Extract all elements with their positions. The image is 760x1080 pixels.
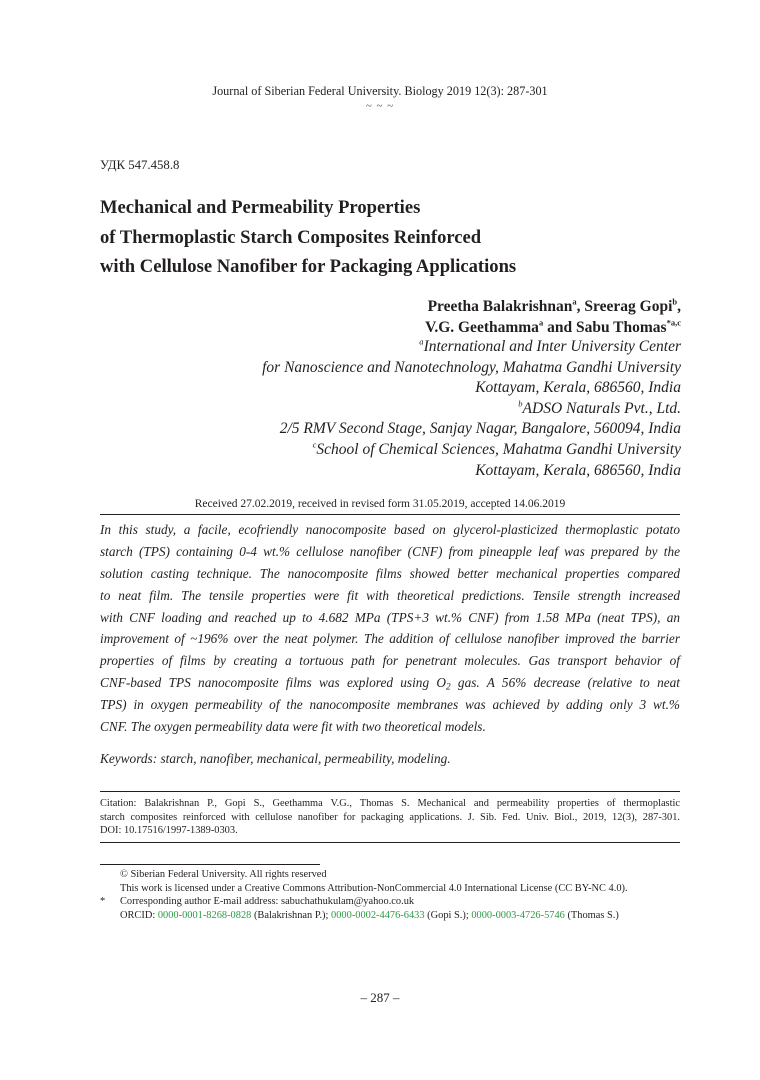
footnote-row [100,882,700,896]
affiliations [262,337,681,481]
affiliation-line [262,399,681,420]
author-name: V.G. Geethamma [425,319,539,336]
orcid-line [120,909,619,923]
author-separator: , [677,298,681,315]
affiliation-text: Kottayam, Kerala, 686560, India [475,461,681,479]
title-line: Mechanical and Permeability Properties [100,197,421,218]
orcid-owner: (Balakrishnan P.); [253,909,329,921]
affiliation-mark: a [419,336,424,347]
affiliation-text: Kottayam, Kerala, 686560, India [475,379,681,397]
author-affil-mark: a [538,317,544,328]
divider [100,514,680,515]
orcid-owner: (Gopi S.); [427,909,469,921]
author-name: Sabu Thomas [575,319,667,336]
abstract-line: properties of films by creating a tortuous path for penetrant molecules. Gas transport behavior of [100,653,680,669]
abstract-line: TPS) in oxygen permeability of the nanocomposite membranes was achieved by adding only 3 wt.% [100,697,680,713]
footnote-rule [100,864,320,865]
affiliation-line [262,358,681,379]
title-line: with Cellulose Nanofiber for Packaging Applications [100,256,517,277]
abstract-text: CNF-based TPS nanocomposite films was explored using O [100,675,446,691]
journal-header: Journal of Siberian Federal University. Biology 2019 12(3): 287-301 [212,84,548,98]
abstract-line: to neat film. The tensile properties were fit with theoretical predictions. Tensile strength increased [100,587,680,603]
author-line-2 [425,317,681,338]
divider [100,791,680,792]
abstract-line: CNF. The oxygen permeability data were fit with two theoretical models. [100,719,486,735]
affiliation-text: International and Inter University Center [423,338,681,355]
affiliation-line [262,440,681,461]
orcid-link[interactable]: 0000-0003-4726-5746 [471,909,565,921]
title-line: of Thermoplastic Starch Composites Reinforced [100,226,482,248]
header-ornament: ~ ~ ~ [365,100,395,112]
abstract-line: improvement of ~196% over the neat polymer. The addition of cellulose nanofiber improved the barrier [100,631,680,647]
author-name: Sreerag Gopi [584,298,673,315]
author-affil-mark: *a,c [666,317,681,328]
affiliation-line [262,419,681,440]
subscript: 2 [445,682,451,693]
divider [100,842,680,843]
author-list [425,296,681,338]
footnote-row [100,895,700,909]
author-line-1 [425,296,681,317]
abstract [100,519,680,738]
abstract-line [100,672,680,694]
abstract-line: with CNF loading and reached up to 4.682 MPa (TPS+3 wt.% CNF) from 1.58 MPa (neat TPS), an [100,609,680,625]
affiliation-mark: b [518,398,523,409]
orcid-label: ORCID: [120,909,156,921]
footnotes [100,868,700,922]
affiliation-line [262,461,681,482]
orcid-owner: (Thomas S.) [567,909,619,921]
paper-title [100,193,660,282]
abstract-text: gas. A 56% decrease (relative to neat [450,675,680,691]
page-number: – 287 – [360,990,400,1005]
affiliation-text: ADSO Naturals Pvt., Ltd. [522,399,681,417]
udc-code: УДК 547.458.8 [100,158,180,172]
copyright-notice: © Siberian Federal University. All rights reserved [120,869,327,880]
affiliation-line [262,337,681,358]
orcid-link[interactable]: 0000-0001-8268-0828 [157,909,252,921]
author-affil-mark: a [572,296,577,307]
author-affil-mark: b [672,296,678,307]
footnote-row [100,868,700,882]
affiliation-text: for Nanoscience and Nanotechnology, Mahatma Gandhi University [262,358,681,376]
author-name: Preetha Balakrishnan [427,298,573,315]
citation [100,797,680,838]
keywords: Keywords: starch, nanofiber, mechanical, permeability, modeling. [100,751,451,766]
abstract-line: solution casting technique. The nanocomposite films showed better mechanical properties compared [100,565,680,581]
received-dates: Received 27.02.2019, received in revised form 31.05.2019, accepted 14.06.2019 [194,498,566,510]
footnote-row [100,909,700,923]
author-separator: and [543,319,576,336]
footnote-star: * [100,896,106,907]
affiliation-mark: c [312,439,317,450]
orcid-link[interactable]: 0000-0002-4476-6433 [331,909,425,921]
license-notice: This work is licensed under a Creative Commons Attribution-NonCommercial 4.0 International License (CC BY-NC 4.0). [120,882,628,894]
affiliation-text: 2/5 RMV Second Stage, Sanjay Nagar, Bangalore, 560094, India [279,420,681,438]
abstract-line: starch (TPS) containing 0-4 wt.% cellulose nanofiber (CNF) from pineapple leaf was prepared by the [100,543,680,559]
affiliation-text: School of Chemical Sciences, Mahatma Gandhi University [316,440,681,458]
author-separator: , [576,298,585,315]
citation-line: starch composites reinforced with cellulose nanofiber for packaging applications. J. Sib. Fed. Univ. Biol., 2019, 12(3), 287-301. [100,811,680,823]
affiliation-line [262,378,681,399]
abstract-line: In this study, a facile, ecofriendly nanocomposite based on glycerol-plasticized thermoplastic potato [100,522,680,537]
corresponding-author: Corresponding author E-mail address: sabuchathukulam@yahoo.co.uk [120,896,415,907]
citation-line: Citation: Balakrishnan P., Gopi S., Geethamma V.G., Thomas S. Mechanical and permeability properties of thermoplastic [100,798,680,809]
citation-line: DOI: 10.17516/1997-1389-0303. [100,825,238,836]
